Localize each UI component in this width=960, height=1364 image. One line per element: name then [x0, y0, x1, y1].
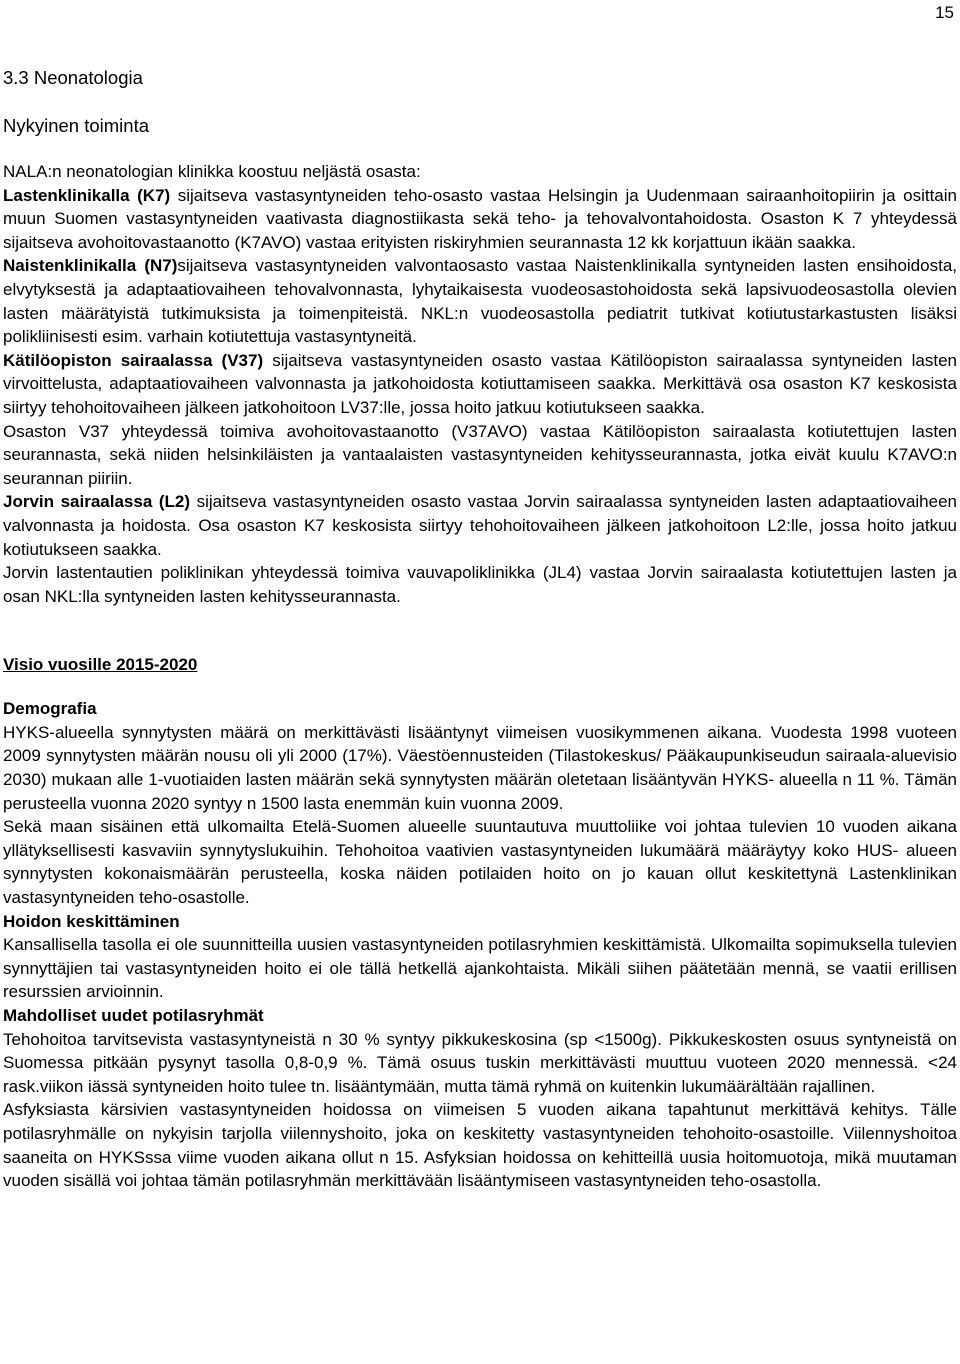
intro-paragraph: NALA:n neonatologian klinikka koostuu neljästä osasta:: [3, 162, 421, 181]
unit-name-v37: Kätilöopiston sairaalassa (V37): [3, 350, 264, 370]
unit-name-k7: Lastenklinikalla (K7): [3, 185, 171, 205]
demography-paragraph-2: Sekä maan sisäinen että ulkomailta Etelä-Suomen alueelle suuntautuva muuttoliike voi johtaa tulevien 10 vuoden aikana yllätyksellisesti kasvaviin synnytyslukuihin. Tehohoitoa vaativien vastasyntyneiden lukumäärä määräytyy koko HUS- alueen synnytysten kokonaismäärän perusteella, koska näiden potilaiden hoito on jo kauan ollut keskitettynä Lastenklinikan vastasyntyneiden teho-osastolle.: [3, 817, 957, 908]
paragraph-lastenklinikka: [3, 184, 957, 255]
document-body: [3, 66, 957, 1193]
paragraph-text: sijaitseva vastasyntyneiden osasto vastaa Kätilöopiston sairaalassa syntyneiden lasten virvoittelusta, adaptaatiovaiheen valvonnasta ja jatkohoidosta kotiuttamiseen saakka. Merkittävä osa osaston K7 keskosista siirtyy tehohoitovaiheen jälkeen jatkohoitoon LV37:lle, jossa hoito jatkuu kotiutukseen saakka.: [3, 350, 957, 417]
paragraph-text: sijaitseva vastasyntyneiden valvontaosasto vastaa Naistenklinikalla syntyneiden lasten ensihoidosta, elvytyksestä ja adaptaatiovaiheen tehovalvonnasta, lyhytaikaisesta vuodeosastohoidosta sekä lapsivuodeosastolla olevien lasten määrätyistä tutkimuksista ja toimenpiteistä. NKL:n vuodeosastolla pediatrit tutkivat kotiutustarkastusten lisäksi polikliinisesti esim. varhain kotiutettuja vastasyntyneitä.: [3, 256, 957, 347]
page-number: 15: [935, 3, 954, 22]
paragraph-katiloopisto: [3, 349, 957, 420]
demography-heading: Demografia: [3, 699, 97, 719]
new-patient-groups-paragraph-2: Asfyksiasta kärsivien vastasyntyneiden hoidossa on viimeisen 5 vuoden aikana tapahtunut merkittävä kehitys. Tälle potilasryhmälle on nykyisin tarjolla viilennyshoito, joka on keskitetty vastasyntyneiden tehohoito-osastoille. Viilennyshoitoa saaneita on HYKSssa viime vuoden aikana ollut n 15. Asfyksian hoidossa on kehitteillä uusia hoitomuotoja, mikä muutaman vuoden sisällä voi johtaa tämän potilasryhmän merkittävään lisääntymiseen vastasyntyneiden teho-osastolla.: [3, 1100, 957, 1191]
paragraph-text: sijaitseva vastasyntyneiden osasto vastaa Jorvin sairaalassa syntyneiden lasten adaptaatiovaiheen valvonnasta ja hoidosta. Osa osaston K7 keskosista siirtyy tehohoitovaiheen jälkeen jatkohoitoon L2:lle, jossa hoito jatkuu kotiutukseen saakka.: [3, 492, 958, 559]
unit-name-n7: Naistenklinikalla (N7): [3, 256, 178, 276]
care-centralization-heading: Hoidon keskittäminen: [3, 911, 180, 931]
paragraph-v37avo: Osaston V37 yhteydessä toimiva avohoitovastaanotto (V37AVO) vastaa Kätilöopiston sairaalasta kotiutettujen lasten seurannasta, sekä niiden helsinkiläisten ja vantaalaisten vastasyntyneiden kehitysseurannasta, jotka eivät kuulu K7AVO:n seurannan piiriin.: [3, 421, 957, 488]
section-title: 3.3 Neonatologia: [3, 67, 143, 88]
paragraph-jorvi: [3, 490, 957, 561]
paragraph-naistenklinikka: [3, 254, 957, 348]
unit-name-l2: Jorvin sairaalassa (L2): [3, 492, 191, 512]
new-patient-groups-paragraph-1: Tehohoitoa tarvitsevista vastasyntyneistä n 30 % syntyy pikkukeskosina (sp <1500g). Pikkukeskosten osuus syntyneistä on Suomessa pitkään pysynyt tasolla 0,8-0,9 %. Tämä osuus tuskin merkittävästi muuttuu vuoteen 2020 mennessä. <24 rask.viikon iässä syntyneiden hoito tulee tn. lisääntymään, mutta tämä ryhmä on kuitenkin lukumäärältään rajallinen.: [3, 1029, 957, 1096]
demography-paragraph-1: HYKS-alueella synnytysten määrä on merkittävästi lisääntynyt viimeisen vuosikymmenen aikana. Vuodesta 1998 vuoteen 2009 synnytysten määrän nousu oli yli 2000 (17%). Väestöennusteiden (Tilastokeskus/ Pääkaupunkiseudun sairaala-aluevisio 2030) mukaan alle 1-vuotiaiden lasten määrän sekä synnytysten määrän oletetaan lisääntyvän HYKS- alueella n 11 %. Tämän perusteella vuonna 2020 syntyy n 1500 lasta enemmän kuin vuonna 2009.: [3, 722, 957, 813]
paragraph-text: sijaitseva vastasyntyneiden teho-osasto vastaa Helsingin ja Uudenmaan sairaanhoitopiirin ja osittain muun Suomen vastasyntyneiden vaativasta diagnostiikasta sekä teho- ja tehovalvontahoidosta. Osaston K 7 yhteydessä sijaitseva avohoitovastaanotto (K7AVO) vastaa erityisten riskiryhmien seurannasta 12 kk korjattuun ikään saakka.: [3, 185, 957, 252]
care-centralization-paragraph: Kansallisella tasolla ei ole suunnitteilla uusien vastasyntyneiden potilasryhmien keskittämistä. Ulkomailta sopimuksella tulevien synnyttäjien tai vastasyntyneiden hoito ei ole tällä hetkellä ajankohtaista. Mikäli siihen päätetään mennä, se vaatii erillisen resurssien arvioinnin.: [3, 935, 957, 1002]
vision-title: Visio vuosille 2015-2020: [3, 655, 198, 675]
paragraph-jl4: Jorvin lastentautien poliklinikan yhteydessä toimiva vauvapoliklinikka (JL4) vastaa Jorvin sairaalasta kotiutettujen lasten ja osan NKL:lla syntyneiden lasten kehitysseurannasta.: [3, 563, 957, 606]
new-patient-groups-heading: Mahdolliset uudet potilasryhmät: [3, 1006, 264, 1025]
subsection-title: Nykyinen toiminta: [3, 115, 150, 136]
